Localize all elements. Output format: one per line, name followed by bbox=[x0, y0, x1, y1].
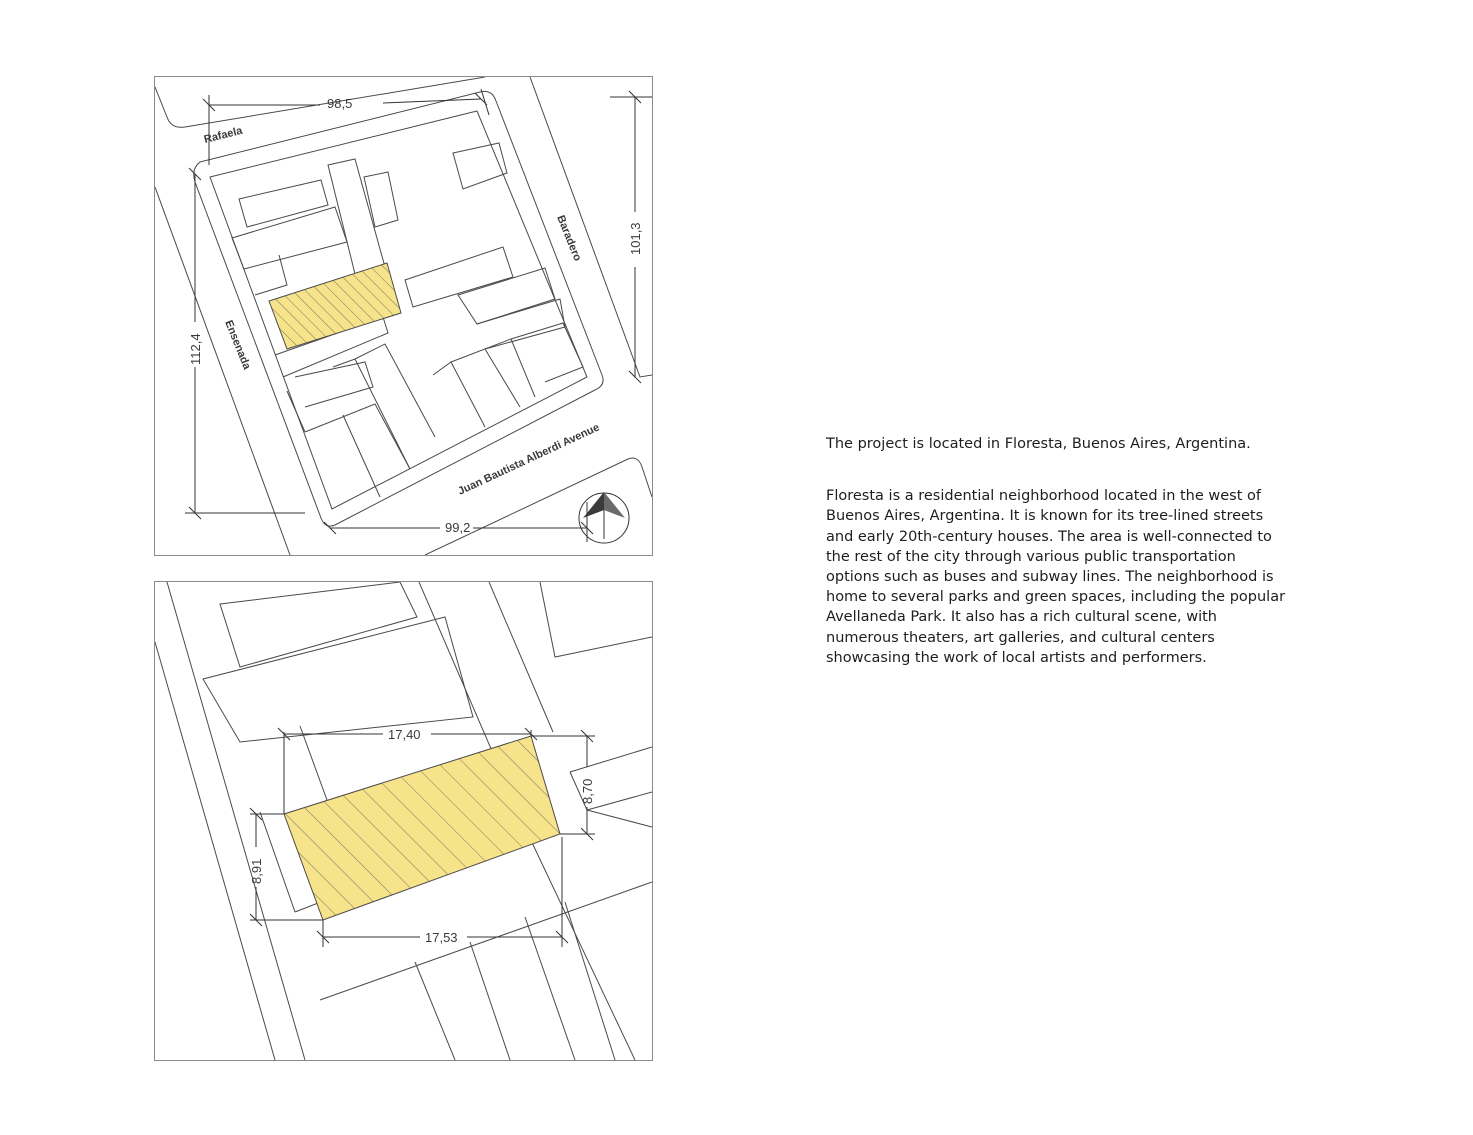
site-dim-right: 101,3 bbox=[628, 222, 643, 255]
alberdi-street-edge bbox=[425, 458, 652, 555]
street-label-rafaela: Rafaela bbox=[202, 124, 244, 146]
site-plan-drawing bbox=[155, 77, 652, 555]
lot-dim-left: 8,91 bbox=[249, 858, 264, 884]
site-dim-bottom: 99,2 bbox=[445, 520, 471, 535]
street-label-alberdi: Juan Bautista Alberdi Avenue bbox=[456, 421, 602, 498]
description-paragraph: Floresta is a residential neighborhood located in the west of Buenos Aires, Argentina. It is known for its tree-lined streets and early 20th-century houses. The area is well-connected to the rest of the city through various public transportation options such as buses and subway lines. The neighborhood is home to several parks and green spaces, including the popular Avellaneda Park. It also has a rich cultural scene, with numerous theaters, art galleries, and cultural centers showcasing the work of local artists and performers. bbox=[826, 488, 1286, 666]
street-label-ensenada: Ensenada bbox=[222, 318, 253, 372]
lot-dim-right: 8,70 bbox=[580, 778, 595, 804]
lot-plan-drawing bbox=[155, 582, 652, 1060]
lot-dim-top: 17,40 bbox=[388, 727, 421, 742]
site-dim-top: 98,5 bbox=[327, 96, 353, 111]
ensenada-street-edge bbox=[155, 187, 290, 555]
site-plan-panel bbox=[154, 76, 653, 556]
rafaela-street-edge bbox=[155, 77, 485, 127]
lot-plan-panel bbox=[154, 581, 653, 1061]
description-text-block bbox=[826, 434, 1286, 668]
lot-hatched bbox=[284, 736, 560, 920]
site-dim-left: 112,4 bbox=[188, 333, 203, 365]
intro-paragraph: The project is located in Floresta, Buenos Aires, Argentina. bbox=[826, 436, 1251, 452]
street-label-baradero: Baradero bbox=[554, 213, 584, 263]
lot-dim-bottom: 17,53 bbox=[425, 930, 458, 945]
